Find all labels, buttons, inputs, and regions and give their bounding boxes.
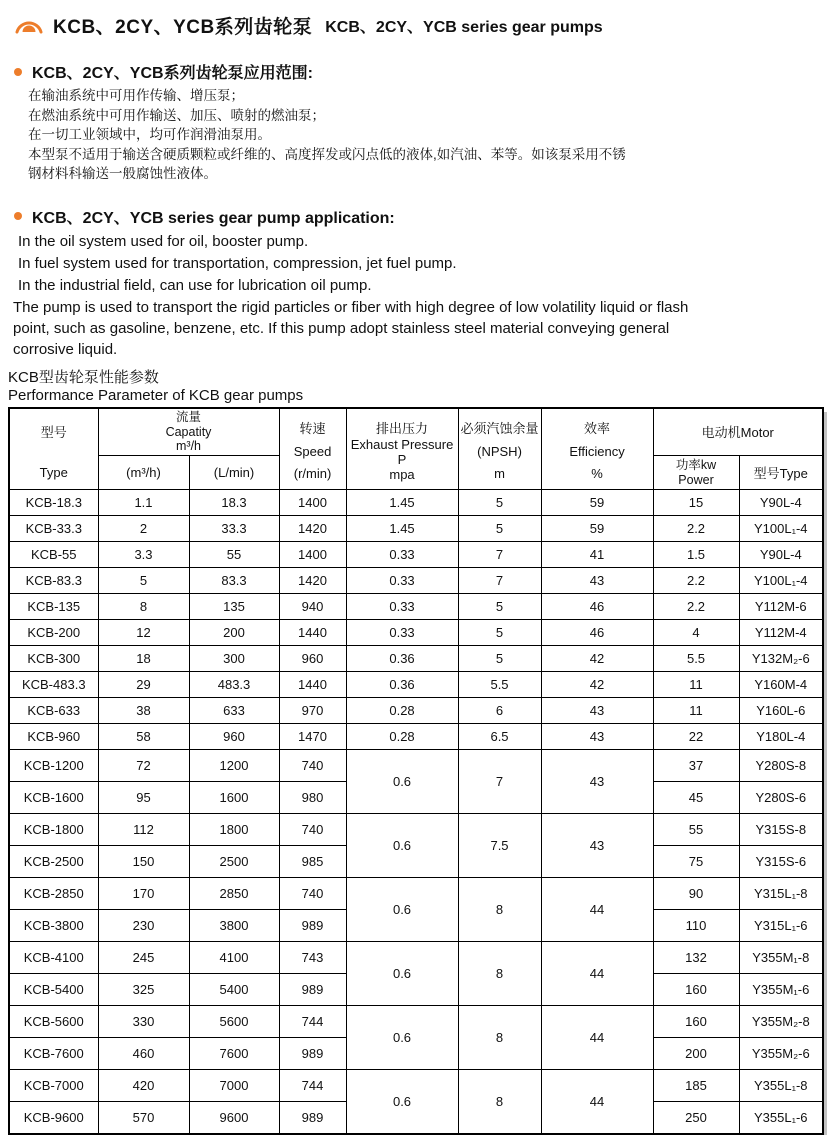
table-cell: Y280S-6 [739, 782, 823, 814]
col-header-type [9, 408, 98, 490]
table-cell: 5 [458, 646, 541, 672]
table-cell: 200 [189, 620, 279, 646]
table-cell: 33.3 [189, 516, 279, 542]
table-cell: 985 [279, 846, 346, 878]
table-cell: Y90L-4 [739, 542, 823, 568]
col-header-motor [653, 408, 823, 456]
table-cell: 989 [279, 1038, 346, 1070]
table-cell: 0.28 [346, 698, 458, 724]
table-cell: 2.2 [653, 594, 739, 620]
table-cell: KCB-9600 [9, 1102, 98, 1134]
table-cell: Y112M-6 [739, 594, 823, 620]
table-cell: 1400 [279, 490, 346, 516]
table-cell: 7000 [189, 1070, 279, 1102]
table-cell: 4100 [189, 942, 279, 974]
table-cell: 0.36 [346, 646, 458, 672]
col-header-capacity [98, 408, 279, 456]
table-cell: 989 [279, 974, 346, 1006]
table-cell: KCB-7000 [9, 1070, 98, 1102]
table-cell: 95 [98, 782, 189, 814]
table-cell: 43 [541, 568, 653, 594]
table-cell: 989 [279, 910, 346, 942]
col-header-motor-power-cn: 功率kw [675, 458, 717, 472]
performance-table [8, 407, 824, 1135]
col-header-motor-power-en: Power [678, 472, 714, 487]
table-cell: Y180L-4 [739, 724, 823, 750]
table-cell: 0.6 [346, 878, 458, 942]
table-cell: 250 [653, 1102, 739, 1134]
table-cell: KCB-5600 [9, 1006, 98, 1038]
table-cell: 0.33 [346, 594, 458, 620]
table-row [9, 698, 823, 724]
table-cell: 5.5 [458, 672, 541, 698]
table-cell: 170 [98, 878, 189, 910]
table-cell: 0.6 [346, 814, 458, 878]
application-text-en [18, 231, 830, 297]
table-cell: KCB-7600 [9, 1038, 98, 1070]
table-row [9, 1006, 823, 1038]
table-cell: 59 [541, 516, 653, 542]
table-row [9, 620, 823, 646]
bullet-icon [14, 68, 22, 76]
table-cell: KCB-4100 [9, 942, 98, 974]
table-cell: 0.33 [346, 620, 458, 646]
text-line: In the industrial field, can use for lubrication oil pump. [18, 276, 372, 294]
table-cell: KCB-135 [9, 594, 98, 620]
table-cell: 44 [541, 942, 653, 1006]
table-cell: 42 [541, 672, 653, 698]
table-cell: 5.5 [653, 646, 739, 672]
table-cell: 1420 [279, 516, 346, 542]
table-cell: 325 [98, 974, 189, 1006]
col-header-motor-power [653, 456, 739, 490]
col-header-type-en: Type [39, 464, 68, 480]
table-cell: 22 [653, 724, 739, 750]
table-cell: 112 [98, 814, 189, 846]
table-cell: 743 [279, 942, 346, 974]
col-header-motor-label: 电动机Motor [701, 425, 774, 441]
table-cell: 44 [541, 1070, 653, 1134]
table-cell: 245 [98, 942, 189, 974]
table-cell: 45 [653, 782, 739, 814]
table-cell: 18.3 [189, 490, 279, 516]
table-cell: 6 [458, 698, 541, 724]
table-cell: 7 [458, 542, 541, 568]
table-cell: 740 [279, 814, 346, 846]
table-cell: 11 [653, 672, 739, 698]
table-cell: 43 [541, 724, 653, 750]
table-cell: KCB-2850 [9, 878, 98, 910]
table-cell: 420 [98, 1070, 189, 1102]
text-line: 在燃油系统中可用作输送、加压、喷射的燃油泵； [28, 107, 325, 123]
table-cell: Y355M₁-6 [739, 974, 823, 1006]
col-header-npsh [458, 408, 541, 490]
table-cell: Y355L₁-6 [739, 1102, 823, 1134]
table-cell: 300 [189, 646, 279, 672]
performance-table-body [9, 490, 823, 1134]
col-header-speed [279, 408, 346, 490]
col-header-motor-type: 型号Type [739, 456, 823, 490]
table-cell: Y100L₁-4 [739, 516, 823, 542]
table-cell: 43 [541, 814, 653, 878]
text-line: 本型泵不适用于输送含硬质颗粒或纤维的、高度挥发或闪点低的液体,如汽油、苯等。如该泵采用不锈 [28, 146, 626, 162]
table-cell: KCB-5400 [9, 974, 98, 1006]
table-cell: KCB-633 [9, 698, 98, 724]
table-cell: Y315S-8 [739, 814, 823, 846]
table-cell: 2.2 [653, 568, 739, 594]
table-row [9, 942, 823, 974]
table-cell: KCB-3800 [9, 910, 98, 942]
brand-arc-icon [14, 16, 44, 35]
col-header-type-cn: 型号 [40, 424, 67, 440]
table-cell: 5 [458, 516, 541, 542]
table-cell: 4 [653, 620, 739, 646]
application-heading-en-label: KCB、2CY、YCB series gear pump application: [32, 209, 395, 227]
table-cell: Y315L₁-8 [739, 878, 823, 910]
doc-header [0, 0, 830, 39]
table-cell: 2 [98, 516, 189, 542]
table-row [9, 750, 823, 782]
table-cell: 9600 [189, 1102, 279, 1134]
table-cell: 75 [653, 846, 739, 878]
table-cell: 44 [541, 1006, 653, 1070]
table-cell: KCB-200 [9, 620, 98, 646]
table-row [9, 490, 823, 516]
performance-table-head [9, 408, 823, 490]
table-cell: 330 [98, 1006, 189, 1038]
table-cell: KCB-18.3 [9, 490, 98, 516]
table-cell: 5 [458, 620, 541, 646]
table-cell: 0.6 [346, 942, 458, 1006]
table-cell: 200 [653, 1038, 739, 1070]
table-cell: 1.1 [98, 490, 189, 516]
table-row [9, 516, 823, 542]
col-header-efficiency-en: Efficiency [569, 443, 625, 459]
table-title-cn: KCB型齿轮泵性能参数 [8, 368, 159, 386]
table-row [9, 878, 823, 910]
table-cell: 8 [458, 942, 541, 1006]
table-cell: Y315S-6 [739, 846, 823, 878]
table-cell: 3800 [189, 910, 279, 942]
table-cell: KCB-1200 [9, 750, 98, 782]
table-cell: 8 [458, 878, 541, 942]
table-cell: 46 [541, 620, 653, 646]
table-cell: 5 [458, 490, 541, 516]
col-header-npsh-unit: m [494, 465, 505, 481]
table-cell: Y355M₂-8 [739, 1006, 823, 1038]
table-cell: Y355M₁-8 [739, 942, 823, 974]
table-cell: 570 [98, 1102, 189, 1134]
table-cell: 46 [541, 594, 653, 620]
col-header-capacity-m3h: (m³/h) [98, 456, 189, 490]
table-title-en: Performance Parameter of KCB gear pumps [8, 386, 304, 404]
table-cell: 744 [279, 1006, 346, 1038]
table-cell: KCB-300 [9, 646, 98, 672]
table-cell: 43 [541, 698, 653, 724]
table-cell: 740 [279, 878, 346, 910]
table-cell: 110 [653, 910, 739, 942]
table-cell: 90 [653, 878, 739, 910]
table-cell: 633 [189, 698, 279, 724]
table-cell: KCB-2500 [9, 846, 98, 878]
table-cell: 72 [98, 750, 189, 782]
table-cell: 132 [653, 942, 739, 974]
table-cell: 0.36 [346, 672, 458, 698]
table-cell: 483.3 [189, 672, 279, 698]
text-line: corrosive liquid. [13, 340, 118, 358]
table-cell: 15 [653, 490, 739, 516]
table-cell: 1400 [279, 542, 346, 568]
table-cell: 1440 [279, 620, 346, 646]
table-cell: 7.5 [458, 814, 541, 878]
table-row [9, 672, 823, 698]
text-line: point, such as gasoline, benzene, etc. If this pump adopt stainless steel material conveying general [13, 319, 670, 337]
table-cell: 960 [189, 724, 279, 750]
table-cell: 940 [279, 594, 346, 620]
table-cell: 744 [279, 1070, 346, 1102]
table-cell: 7600 [189, 1038, 279, 1070]
table-cell: 740 [279, 750, 346, 782]
table-cell: 1600 [189, 782, 279, 814]
table-cell: 1420 [279, 568, 346, 594]
col-header-efficiency [541, 408, 653, 490]
table-cell: 0.6 [346, 1070, 458, 1134]
table-cell: 58 [98, 724, 189, 750]
table-cell: 37 [653, 750, 739, 782]
table-cell: 7 [458, 750, 541, 814]
table-cell: Y90L-4 [739, 490, 823, 516]
text-line: 在输油系统中可用作传输、增压泵； [28, 88, 244, 103]
text-line: The pump is used to transport the rigid particles or fiber with high degree of low volatility liquid or flash [13, 298, 689, 316]
table-row [9, 1070, 823, 1102]
col-header-capacity-en: Capatity [165, 424, 212, 439]
col-header-pressure [346, 408, 458, 490]
table-cell: 83.3 [189, 568, 279, 594]
table-row [9, 814, 823, 846]
application-heading-en [14, 205, 830, 228]
col-header-speed-en: Speed [293, 443, 332, 459]
table-row [9, 542, 823, 568]
table-cell: 970 [279, 698, 346, 724]
table-row [9, 568, 823, 594]
table-cell: 980 [279, 782, 346, 814]
application-text-cn [28, 86, 830, 184]
table-cell: Y160L-6 [739, 698, 823, 724]
table-cell: 6.5 [458, 724, 541, 750]
table-cell: 135 [189, 594, 279, 620]
text-line: In fuel system used for transportation, compression, jet fuel pump. [18, 254, 457, 272]
table-cell: 1.45 [346, 490, 458, 516]
col-header-npsh-cn: 必须汽蚀余量 [460, 420, 539, 436]
table-cell: 0.33 [346, 542, 458, 568]
table-cell: KCB-960 [9, 724, 98, 750]
table-cell: Y160M-4 [739, 672, 823, 698]
table-cell: Y315L₁-6 [739, 910, 823, 942]
col-header-efficiency-cn: 效率 [584, 420, 611, 436]
table-cell: 2850 [189, 878, 279, 910]
table-cell: Y132M₂-6 [739, 646, 823, 672]
table-cell: 5 [458, 594, 541, 620]
table-cell: 8 [98, 594, 189, 620]
col-header-pressure-unit: mpa [389, 466, 415, 482]
table-cell: 1800 [189, 814, 279, 846]
application-heading-cn-label: KCB、2CY、YCB系列齿轮泵应用范围: [32, 65, 313, 82]
table-cell: 38 [98, 698, 189, 724]
table-cell: 1.45 [346, 516, 458, 542]
table-cell: 1470 [279, 724, 346, 750]
col-header-capacity-unit: m³/h [176, 439, 201, 453]
table-cell: Y280S-8 [739, 750, 823, 782]
col-header-speed-cn: 转速 [299, 420, 326, 436]
table-cell: 18 [98, 646, 189, 672]
table-cell: 44 [541, 878, 653, 942]
col-header-speed-unit: (r/min) [293, 465, 332, 481]
table-cell: 960 [279, 646, 346, 672]
table-cell: 5600 [189, 1006, 279, 1038]
col-header-capacity-lmin: (L/min) [189, 456, 279, 490]
col-header-pressure-en: Exhaust Pressure P [350, 436, 454, 467]
table-cell: 12 [98, 620, 189, 646]
table-cell: KCB-1600 [9, 782, 98, 814]
table-cell: 1.5 [653, 542, 739, 568]
table-cell: KCB-33.3 [9, 516, 98, 542]
table-cell: 42 [541, 646, 653, 672]
table-cell: Y355M₂-6 [739, 1038, 823, 1070]
table-cell: 230 [98, 910, 189, 942]
table-cell: 150 [98, 846, 189, 878]
table-cell: 8 [458, 1070, 541, 1134]
table-cell: 55 [653, 814, 739, 846]
table-cell: 0.6 [346, 750, 458, 814]
table-cell: Y100L₁-4 [739, 568, 823, 594]
table-cell: 2500 [189, 846, 279, 878]
table-cell: 5 [98, 568, 189, 594]
table-cell: 989 [279, 1102, 346, 1134]
col-header-capacity-cn: 流量 [176, 410, 202, 424]
table-cell: 185 [653, 1070, 739, 1102]
table-cell: 0.28 [346, 724, 458, 750]
table-cell: KCB-55 [9, 542, 98, 568]
table-cell: Y112M-4 [739, 620, 823, 646]
col-header-efficiency-unit: % [591, 465, 603, 481]
table-cell: 160 [653, 1006, 739, 1038]
table-cell: 3.3 [98, 542, 189, 568]
page-title-cn: KCB、2CY、YCB系列齿轮泵 [53, 17, 313, 38]
table-cell: 460 [98, 1038, 189, 1070]
table-cell: 160 [653, 974, 739, 1006]
text-line: In the oil system used for oil, booster pump. [18, 232, 309, 250]
table-cell: 59 [541, 490, 653, 516]
table-cell: KCB-1800 [9, 814, 98, 846]
table-cell: 41 [541, 542, 653, 568]
bullet-icon [14, 212, 22, 220]
table-row [9, 646, 823, 672]
table-cell: 5400 [189, 974, 279, 1006]
text-line: 钢材料科输送一般腐蚀性液体。 [28, 166, 217, 181]
application-heading-cn [14, 60, 830, 83]
table-cell: 0.33 [346, 568, 458, 594]
table-cell: KCB-483.3 [9, 672, 98, 698]
table-cell: 43 [541, 750, 653, 814]
table-cell: 1200 [189, 750, 279, 782]
page-title-en: KCB、2CY、YCB series gear pumps [325, 19, 603, 36]
table-cell: 1440 [279, 672, 346, 698]
application-paragraph-en [13, 297, 830, 360]
col-header-npsh-en: (NPSH) [477, 443, 522, 459]
table-cell: 11 [653, 698, 739, 724]
table-cell: 2.2 [653, 516, 739, 542]
table-cell: KCB-83.3 [9, 568, 98, 594]
table-cell: 7 [458, 568, 541, 594]
table-row [9, 724, 823, 750]
table-row [9, 594, 823, 620]
table-cell: Y355L₁-8 [739, 1070, 823, 1102]
table-cell: 8 [458, 1006, 541, 1070]
table-cell: 0.6 [346, 1006, 458, 1070]
table-cell: 55 [189, 542, 279, 568]
table-cell: 29 [98, 672, 189, 698]
text-line: 在一切工业领域中，均可作润滑油泵用。 [28, 127, 271, 142]
col-header-pressure-cn: 排出压力 [376, 420, 429, 436]
